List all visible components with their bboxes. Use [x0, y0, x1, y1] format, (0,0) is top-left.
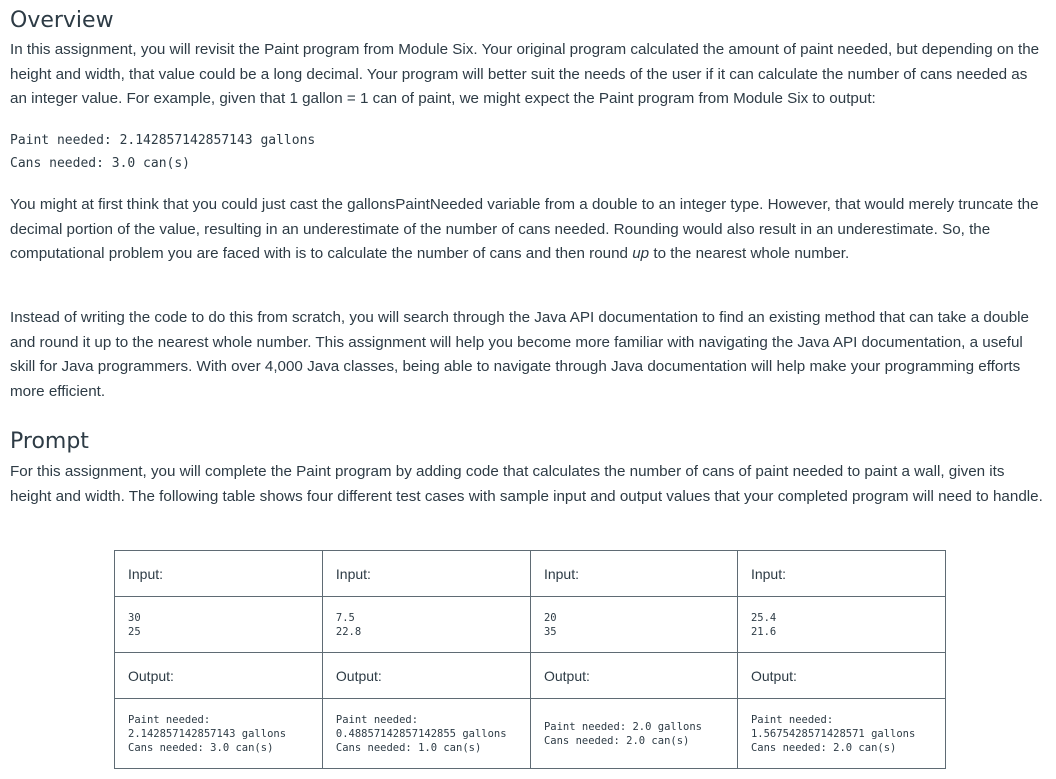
output-line: Cans needed: 3.0 can(s) [128, 741, 274, 754]
input-values-cell [737, 597, 945, 653]
overview-paragraph-3: Instead of writing the code to do this from scratch, you will search through the Java API documentation to find an existing method that can take a double and round it up to the nearest whole number. This assignment will help you become more familiar with navigating the Java API documentation, a useful skill for Java programmers. With over 4,000 Java classes, being able to navigate through Java documentation will help make your programming efforts more efficient. [10, 309, 1030, 400]
input-height: 7.5 [335, 611, 355, 624]
input-label-cell: Input: [322, 551, 530, 597]
output-line: Cans needed: 2.0 can(s) [543, 734, 690, 747]
code-line-paint: Paint needed: 2.142857142857143 gallons [10, 133, 316, 148]
overview-heading: Overview [10, 8, 114, 33]
input-height: 20 [543, 611, 557, 624]
output-line: 0.48857142857142855 gallons [335, 727, 507, 740]
overview-paragraph-2 [10, 193, 1046, 267]
output-line: Paint needed: [335, 713, 419, 726]
output-line: 1.5675428571428571 gallons [750, 727, 916, 740]
code-sample [10, 129, 315, 175]
input-width: 21.6 [750, 625, 777, 638]
output-label-cell: Output: [115, 653, 323, 699]
output-line: Paint needed: [750, 713, 834, 726]
input-values-cell [530, 597, 737, 653]
overview-paragraph-1: In this assignment, you will revisit the Paint program from Module Six. Your original program calculated the amount of paint needed, but depending on the height and width, that value could be a long decimal. Your program will better suit the needs of the user if it can calculate the number of cans needed as an integer value. For example, given that 1 gallon = 1 can of paint, we might expect the Paint program from Module Six to output: [10, 41, 1040, 107]
p2-emphasis: up [632, 245, 650, 262]
output-line: Cans needed: 1.0 can(s) [335, 741, 482, 754]
output-line: Paint needed: [128, 713, 211, 726]
table-row [115, 699, 946, 769]
input-width: 22.8 [335, 625, 362, 638]
code-line-cans: Cans needed: 3.0 can(s) [10, 156, 191, 171]
input-height: 30 [128, 611, 141, 624]
p2-text-after: to the nearest whole number. [649, 245, 850, 262]
test-cases-table [114, 550, 946, 769]
output-values-cell [737, 699, 945, 769]
output-label-cell: Output: [530, 653, 737, 699]
input-width: 25 [128, 625, 141, 638]
output-values-cell [115, 699, 323, 769]
table-row [115, 597, 946, 653]
output-line: 2.142857142857143 gallons [128, 727, 287, 740]
output-label-cell: Output: [737, 653, 945, 699]
output-line: Cans needed: 2.0 can(s) [750, 741, 897, 754]
prompt-heading: Prompt [10, 429, 89, 454]
input-values-cell [115, 597, 323, 653]
output-line: Paint needed: 2.0 gallons [543, 720, 703, 733]
p2-text-before: You might at first think that you could just cast the gallonsPaintNeeded variable from a double to an integer type. However, that would merely truncate the decimal portion of the value, resulting in an underestimate of the number of cans needed. Rounding would also result in an underestimate. So, the computational problem you are faced with is to calculate the number of cans and then round [10, 196, 1039, 262]
input-label-cell: Input: [115, 551, 323, 597]
output-values-cell [530, 699, 737, 769]
input-height: 25.4 [750, 611, 777, 624]
input-label-cell: Input: [530, 551, 737, 597]
prompt-paragraph: For this assignment, you will complete the Paint program by adding code that calculates the number of cans of paint needed to paint a wall, given its height and width. The following table shows four different test cases with sample input and output values that your completed program will need to handle. [10, 463, 1043, 505]
input-width: 35 [543, 625, 557, 638]
output-label-cell: Output: [322, 653, 530, 699]
output-values-cell [322, 699, 530, 769]
input-label-cell: Input: [737, 551, 945, 597]
table-row [115, 551, 946, 597]
input-values-cell [322, 597, 530, 653]
table-row [115, 653, 946, 699]
